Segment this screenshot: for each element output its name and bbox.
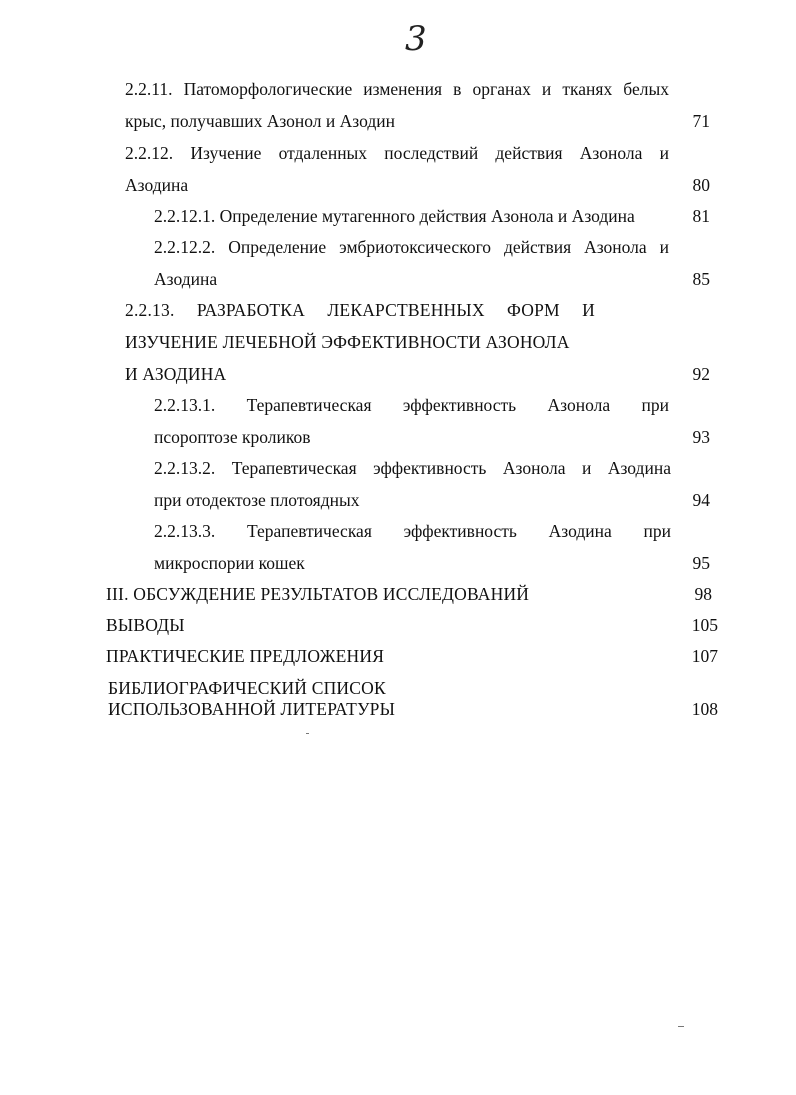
toc-word: И [582, 300, 595, 320]
toc-entry-2-2-13-1-page: 93 [692, 427, 710, 447]
toc-word: Азонола [579, 143, 643, 163]
toc-word: 2.2.13.1. [154, 395, 216, 415]
toc-word: тканях [562, 79, 613, 99]
toc-entry-2-2-11-page: 71 [692, 111, 710, 131]
toc-word: 2.2.13.3. [154, 521, 216, 541]
toc-word: при [641, 395, 669, 415]
toc-word: в [453, 79, 462, 99]
toc-word: Терапевтическая [246, 395, 372, 415]
toc-entry-2-2-12-1-line1: 2.2.12.1. Определение мутагенного действия Азонола и Азодина [154, 206, 635, 226]
toc-entry-2-2-11-line2: крыс, получавших Азонол и Азодин [125, 111, 395, 131]
toc-word: и [659, 237, 669, 257]
toc-word: Азонола [502, 458, 566, 478]
toc-entry-2-2-12-2-line2: Азодина [154, 269, 218, 289]
toc-word: Азодина [548, 521, 612, 541]
toc-entry-conclusions-page: 105 [691, 615, 718, 635]
toc-entry-discussion-page: 98 [694, 584, 712, 604]
scan-speck [306, 733, 309, 734]
toc-entry-2-2-12-line2: Азодина [125, 175, 189, 195]
toc-entry-2-2-13-3-line2: микроспории кошек [154, 553, 305, 573]
toc-word: эффективность [402, 395, 517, 415]
toc-word: отдаленных [278, 143, 368, 163]
toc-entry-practical-label: ПРАКТИЧЕСКИЕ ПРЕДЛОЖЕНИЯ [106, 646, 385, 666]
toc-entry-2-2-13-line3: И АЗОДИНА [125, 364, 227, 384]
toc-word: Определение [228, 237, 327, 257]
toc-word: Патоморфологические [183, 79, 353, 99]
toc-entry-bibliography-page: 108 [691, 699, 718, 719]
toc-word: ЛЕКАРСТВЕННЫХ [327, 300, 485, 320]
toc-entry-2-2-13-2-line2: при отодектозе плотоядных [154, 490, 360, 510]
toc-entry-discussion-label: III. ОБСУЖДЕНИЕ РЕЗУЛЬТАТОВ ИССЛЕДОВАНИЙ [106, 584, 530, 604]
toc-word: действия [495, 143, 563, 163]
toc-word: 2.2.13.2. [154, 458, 216, 478]
toc-word: Азонола [584, 237, 647, 257]
toc-entry-2-2-13-1-line1 [154, 397, 669, 415]
toc-word: белых [623, 79, 669, 99]
toc-entry-2-2-13-2-page: 94 [692, 490, 710, 510]
scan-speck [678, 1026, 684, 1027]
toc-word: Азодина [607, 458, 671, 478]
toc-word: эффективность [403, 521, 517, 541]
toc-entry-conclusions-label: ВЫВОДЫ [106, 615, 185, 635]
toc-word: органах [472, 79, 531, 99]
toc-word: и [659, 143, 669, 163]
toc-word: и [581, 458, 592, 478]
toc-entry-2-2-12-1-page: 81 [692, 206, 710, 226]
toc-entry-2-2-12-page: 80 [692, 175, 710, 195]
toc-entry-2-2-13-1-line2: псороптозе кроликов [154, 427, 311, 447]
toc-entry-2-2-13-page: 92 [692, 364, 710, 384]
toc-word: 2.2.12. [125, 143, 174, 163]
toc-word: РАЗРАБОТКА [196, 300, 306, 320]
toc-entry-2-2-12-line1 [125, 145, 669, 163]
toc-entry-2-2-13-2-line1 [154, 460, 671, 478]
toc-entry-2-2-11-line1 [125, 81, 669, 99]
toc-entry-2-2-13-3-page: 95 [692, 553, 710, 573]
toc-word: Азонола [547, 395, 611, 415]
toc-word: последствий [384, 143, 479, 163]
toc-word: действия [504, 237, 572, 257]
toc-word: Терапевтическая [231, 458, 357, 478]
toc-entry-2-2-13-line2: ИЗУЧЕНИЕ ЛЕЧЕБНОЙ ЭФФЕКТИВНОСТИ АЗОНОЛА [125, 332, 570, 352]
toc-entry-bibliography-line1: БИБЛИОГРАФИЧЕСКИЙ СПИСОК [108, 678, 386, 698]
toc-word: эмбриотоксического [339, 237, 492, 257]
toc-word: эффективность [373, 458, 487, 478]
toc-entry-2-2-13-line1 [125, 302, 595, 320]
toc-word: 2.2.11. [125, 79, 173, 99]
page-number: 3 [405, 19, 427, 59]
toc-entry-2-2-13-3-line1 [154, 523, 671, 541]
toc-word: при [643, 521, 671, 541]
toc-word: 2.2.13. [125, 300, 175, 320]
toc-word: и [541, 79, 552, 99]
toc-entry-practical-page: 107 [691, 646, 718, 666]
toc-word: изменения [363, 79, 443, 99]
toc-entry-2-2-12-2-page: 85 [692, 269, 710, 289]
toc-word: 2.2.12.2. [154, 237, 216, 257]
toc-word: Терапевтическая [247, 521, 372, 541]
toc-word: Изучение [190, 143, 262, 163]
toc-word: ФОРМ [507, 300, 560, 320]
toc-entry-bibliography-line2: ИСПОЛЬЗОВАННОЙ ЛИТЕРАТУРЫ [108, 699, 396, 719]
toc-entry-2-2-12-2-line1 [154, 239, 669, 257]
